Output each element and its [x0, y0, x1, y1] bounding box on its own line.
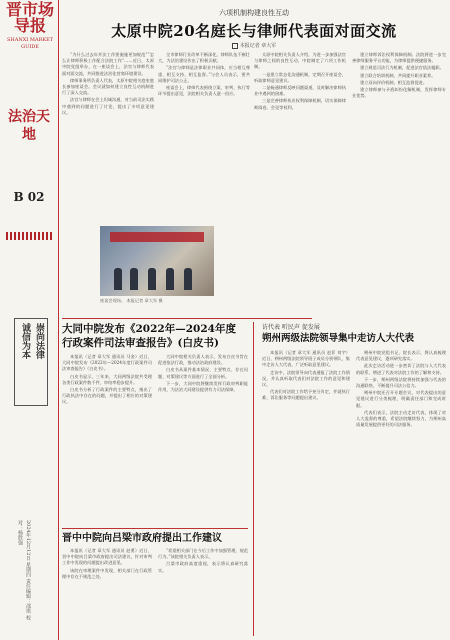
column-divider [253, 322, 254, 636]
paragraph: 朔州中院党组书记、院长表示，将认真梳理代表意见建议，逐项研究落实。 [356, 350, 446, 362]
logo-subtitle: SHANXI MARKET GUIDE [6, 37, 54, 50]
paragraph: 走访中，法院领导向代表通报了法院工作情况，并认真听取代表们对法院工作的意见和建议。 [262, 369, 350, 388]
masthead-column [0, 0, 59, 640]
issue-credits: 2024年12月12日 星期四 责任编辑：邵琪 校对：杨胜强 [17, 520, 31, 621]
person-figure [166, 268, 174, 290]
jinzhong-story-headline: 晋中中院向吕梁市政府提出工作建议 [62, 533, 222, 544]
byline-text: 本报记者 章大军 [239, 43, 277, 49]
paragraph: 代表们对法院工作给予充分肯定，并就执行难、诉讼服务等问题提出建议。 [262, 389, 350, 401]
page-number: B 02 [13, 190, 45, 204]
paragraph: 大同中院相关负责人表示，发布白皮书旨在促进依法行政，推动法治政府建设。 [158, 354, 248, 366]
paragraph: “法官与律师是法律职业共同体，应当相互尊重、相互支持、相互监督。”与会人员表示，要共同维护司法公正。 [158, 65, 250, 83]
person-figure [184, 268, 192, 290]
jinzhong-story-column-1 [62, 548, 152, 636]
paragraph: 全市律师行业改革不断深化，律师队伍不断壮大，为法治建设作出了积极贡献。 [158, 52, 250, 64]
shuozhou-story-headline: 朔州两级法院领导集中走访人大代表 [262, 333, 415, 344]
paragraph: 律师事务所负责人代表，太原中院相关庭室庭长参加座谈会。会议就如何建立良性互动机制进行了深入交流。 [62, 77, 154, 96]
paragraph: 下一步，大同中院将继续发挥行政审判职能作用，为法治大同建设提供有力司法保障。 [158, 380, 248, 393]
section-title: 法治天地 [8, 109, 50, 143]
photo-banner [110, 232, 204, 242]
main-page-area [62, 0, 446, 640]
paragraph: 法官与律师在会上坦诚沟通，对当前司法实践中遇到的问题进行了讨论，提出了多项意见建议。 [62, 97, 154, 115]
byline-box-icon [232, 43, 238, 49]
datong-story-column-1 [62, 354, 152, 524]
person-figure [148, 268, 156, 290]
decorative-stripe [6, 232, 52, 240]
datong-headline-line-1: 大同中院发布《2022年—2024年度 [62, 323, 236, 335]
section-divider [62, 528, 248, 529]
datong-story-headline [62, 322, 248, 350]
slogan-line-2: 诚信为本 [20, 323, 30, 359]
meeting-photo [100, 226, 214, 296]
jinzhong-story-column-2 [158, 548, 248, 636]
paragraph: 本报讯（记者 章大军 通讯员 赵菲 刘宇）近日，朔州两级法院领导班子成员分别带队，集中走访人大代表，广泛听取意见建议。 [262, 350, 350, 368]
top-story-column-4 [352, 52, 446, 342]
shuozhou-story-kicker: 访代表 听民声 促发展 [262, 324, 320, 331]
paragraph: 建立双向评价机制，相互监督促进。 [360, 79, 428, 85]
paragraph: 建立律师参与矛盾纠纷化解机制，发挥律师专业优势。 [352, 87, 446, 99]
paragraph: 座谈会上，律师代表围绕立案、审判、执行等环节提出意见，法院相关负责人逐一回应。 [158, 85, 250, 97]
paragraph: 建立规范司法行为机制，促进法官依法履职。 [360, 65, 444, 71]
paragraph: 白皮书从案件基本情况、主要特点、存在问题、对策建议等方面进行了全面分析。 [158, 367, 248, 379]
paragraph: 本报讯（记者 章大军 通讯员 马金）近日，大同中院发布《2022年—2024年度行政案件司法审查报告》（白皮书）。 [62, 354, 152, 372]
paragraph: 太原中院相关负责人介绍，为进一步加强法官与律师之间的良性互动，中院制定了六项工作机制。 [254, 52, 346, 70]
datong-headline-line-2: 行政案件司法审查报告》(白皮书) [62, 337, 219, 349]
photo-caption: 座谈会现场。 本报记者 章大军 摄 [100, 298, 163, 303]
top-story-headline: 太原中院20名庭长与律师代表面对面交流 [111, 22, 397, 40]
datong-story-column-2 [158, 354, 248, 524]
paragraph: 朔州中院还召开专题会议，对代表提出的意见建议进行分类梳理，明确责任部门和完成时限。 [356, 390, 446, 408]
paragraph: 白皮书分析了行政案件的主要特点，指出了行政执法中存在的问题，并提出了相应的对策建议。 [62, 387, 152, 405]
paragraph: 白皮书显示，三年来，大同两级法院共受理各类行政案件数千件，审结率稳步提升。 [62, 373, 152, 385]
logo-text: 晋市场导报 [5, 0, 54, 35]
paragraph: 下一步，朔州两级法院将持续加强与代表的沟通联络，不断提升司法公信力。 [356, 376, 446, 389]
slogan-line-1: 崇尚法律 [34, 323, 44, 359]
paragraph: 该院在审理案件中发现，相关部门在行政管理中存在不规范之处。 [62, 567, 152, 579]
top-story-kicker: 六项机制构建良性互动 [219, 9, 289, 17]
paragraph: 建立律师诉讼权利保障机制。法院将进一步完善律师服务平台功能，为律师提供便捷服务。 [352, 52, 446, 64]
paragraph: 一是建立常态化沟通机制，定期召开座谈会，听取律师意见建议。 [254, 71, 346, 83]
newspaper-logo [4, 2, 56, 64]
shuozhou-story-column-2 [356, 350, 446, 636]
section-divider [62, 318, 312, 319]
top-story-byline [62, 42, 446, 49]
paragraph: “希望相关部门在今后工作中加强管理，规范行为。”该院相关负责人表示。 [158, 548, 248, 560]
paragraph: 此次走访活动进一步密切了法院与人大代表的联系，增进了代表对法院工作的了解和支持。 [356, 363, 446, 375]
paragraph: 吕梁市政府高度重视，表示将认真研究落实。 [158, 561, 248, 573]
slogan-box [14, 318, 48, 406]
person-figure [114, 268, 122, 290]
top-story-column-3 [254, 52, 346, 272]
paragraph: 建立联合培训机制，共同提升职业素养。 [360, 72, 436, 78]
person-figure [130, 268, 138, 290]
shuozhou-story-column-1 [262, 350, 350, 636]
paragraph: 二是畅通律师反映问题渠道，及时解决律师执业中遇到的困难。 [254, 85, 346, 97]
paragraph: 代表们表示，法院主动走访代表，体现了对人大监督的尊重，希望法院继续努力，为朔州高质量发展提供更好的司法服务。 [356, 409, 446, 428]
paragraph: “为什么过去年并法工作要施施更加规范”“怎么让律师积极工作配合法院工作”……近日，太原中院党组举办，在一座谈会上，法官与律师代表面对面交流，共同推进法治化营商环境建设。 [62, 52, 154, 76]
paragraph: 三是完善律师执业权利保障机制，切实保障律师阅卷、会见等权利。 [254, 98, 346, 110]
paragraph: 本报讯（记者 章大军 通讯员 赵勇）近日，晋中中院向吕梁市政府提出司法建议，针对审判工作中发现的问题提出改进意见。 [62, 548, 152, 566]
